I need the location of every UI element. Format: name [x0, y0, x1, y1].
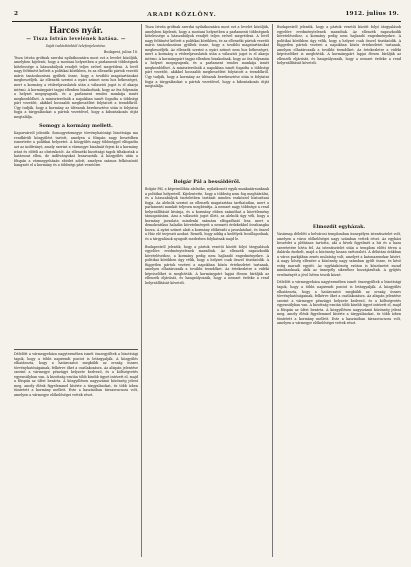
article-body: Budapestről jelentik, hogy a pártok vezetői között folyó tárgyalások egyelőre eredménytelenek maradtak. Az ellenzék ragaszkodik követeléseihez, a kormány pedig nem hajlandó engedményekre. A politikai körökben úgy vélik, hogy a helyzet csak ősszel tisztázódik. A független pártok vezérei a napokban közös értekezletet tartanak, amelyen elhatározzák a további teendőket. Az értekezletre a vidéki képviselőket is meghívták. A kormánypárt lapjai élesen bírálják az ellenzék eljárását, és hangsúlyozzák, hogy a nemzet érdeke a rend helyreállítását követeli. [145, 244, 269, 285]
column-1-bottom [14, 352, 138, 558]
article-body: Délelőtt a vármegyeháza nagytermében ismét összegyűltek a bizottsági tagok, hogy a többi napirendi pontot is letárgyalják. A közgyűlés elhatározta, hogy a határozatot megküldi az ország összes törvényhatóságainak, felkérve őket a csatlakozásra. Az alispán jelentése szerint a vármegye pénzügyi helyzete kedvező, és a költségvetés egyensúlyban van. A bizottság ezután több kisebb ügyet intézett el, majd a főispán az ülést bezárta. A közgyűlésen nagyszámú közönség jelent meg, amely élénk figyelemmel kísérte a tárgyalásokat, és több ízben tüntetett a kormány mellett. Este a kaszinóban társasvacsora volt, amelyen a vármegye előkelőségei vettek részt. [277, 280, 401, 326]
section-title: Elmozdít egyházak. [312, 224, 366, 230]
column-divider [272, 24, 273, 557]
column-1-top [14, 25, 138, 275]
article-body: Bolgár Pál, a képviselőház alelnöke, nyilatkozott egyik munkatársunknak a politikai helyzetről. Kijelentette, hogy a többség nem fog meghátrálni, és a házszabályok tiszteletben tartását minden eszközzel biztosítani fogja. Az alelnök szerint az ellenzék magatartása tarthatatlan, mert a parlamenti munkát teljesen megbénítja. A nemzet nagy többsége a rend helyreállítását kívánja, és a kormány ebben számíthat a közvélemény támogatására. Ami a választói jogot illeti, az alelnök úgy véli, hogy a kormány javaslata mindenki számára elfogadható lesz, mert a demokratikus haladás követelményeit a nemzeti érdekekkel összhangba hozza. A nyári szünet alatt a kormány előkészíti a javaslatokat, és ősszel a Ház elé terjeszti azokat. Reméli, hogy addig a kedélyek lecsillapodnak, és a tárgyalások nyugodt mederben folyhatnak majd le. [145, 187, 269, 242]
header-rule [12, 21, 401, 22]
article-byline: Saját tudósítónktól telefonjelentése. [45, 43, 107, 48]
article-subhead: — Tisza István levelének hatása. — [26, 37, 126, 42]
article-body: Budapestről jelentik, hogy a pártok vezetői között folyó tárgyalások egyelőre eredménytelenek maradtak. Az ellenzék ragaszkodik követeléseihez, a kormány pedig nem hajlandó engedményekre. A politikai körökben úgy vélik, hogy a helyzet csak ősszel tisztázódik. A független pártok vezérei a napokban közös értekezletet tartanak, amelyen elhatározzák a további teendőket. Az értekezletre a vidéki képviselőket is meghívták. A kormánypárt lapjai élesen bírálják az ellenzék eljárását, és hangsúlyozzák, hogy a nemzet érdeke a rend helyreállítását követeli. [277, 25, 401, 66]
section-rule [14, 349, 138, 350]
page-number: 2 [14, 11, 19, 17]
article-dateline: Budapest, julius 18. [103, 50, 138, 55]
section-title: Somogy a kormány mellett. [39, 123, 113, 130]
article-body: Kaposvárról jelentik: Somogyvármegye törvényhatósági bizottsága ma rendkívüli közgyűlést tartott, amelyen a főispán nagy beszédben ismertette a politikai helyzetet. A közgyűlés nagy többséggel elfogadta azt az indítványt, amely szerint a vármegye bizalmát fejezi ki a kormány iránt és elítéli az obstrukciót. Az ellenzéki bizottsági tagok tiltakoztak a határozat ellen, de indítványukat leszavazták. A közgyűlés után a főispán a vármegyeházán ebédet adott, amelyen számos felköszöntő hangzott el a kormány és a többségi párt vezetőire. [14, 131, 138, 168]
column-2 [145, 25, 269, 555]
article-body: Tisza István grófnak szerdai nyilatkozatára most ezt a levelet közöljük, amelyben kijelenti, hogy a mostani helyzetben a parlamenti többségnek kötelessége a házszabályok rendjét teljes erővel megvédeni. A levél nagy feltűnést keltett a politikai körökben, és az ellenzéki pártok vezetői máris tanácskozásra gyűltek össze, hogy a további magatartásukat megbeszéljék. Az ellenzék szerint a nyári szünet nem hoz békességet, mert a kormány a véderőjavaslatok után a választói jogot is el akarja intézni. A kormánypárt tagjai ellenben bizakodnak, hogy az ősz folyamán a helyzet megnyugszik, és a parlament rendes munkája ismét megkezdődhet. A miniszterelnök a napokban ismét fogadta a többségi párt vezetőit, akikkel hosszabb megbeszélést folytatott a teendőkről. Úgy tudják, hogy a kormány az ülésszak berekesztése után is folytatni fogja a tárgyalásokat a pártok vezetőivel, hogy a kibontakozás útját megtalálja. [145, 25, 269, 89]
article-headline: Harcos nyár. [49, 25, 103, 36]
column-divider [141, 24, 142, 557]
article-body: Délelőtt a vármegyeháza nagytermében ismét összegyűltek a bizottsági tagok, hogy a többi napirendi pontot is letárgyalják. A közgyűlés elhatározta, hogy a határozatot megküldi az ország összes törvényhatóságainak, felkérve őket a csatlakozásra. Az alispán jelentése szerint a vármegye pénzügyi helyzete kedvező, és a költségvetés egyensúlyban van. A bizottság ezután több kisebb ügyet intézett el, majd a főispán az ülést bezárta. A közgyűlésen nagyszámú közönség jelent meg, amely élénk figyelemmel kísérte a tárgyalásokat, és több ízben tüntetett a kormány mellett. Este a kaszinóban társasvacsora volt, amelyen a vármegye előkelőségei vettek részt. [14, 352, 138, 397]
article-body: Vasárnap délelőtt a belvárosi templomban ünnepélyes istentisztelet volt, amelyen a város előkelőségei nagy számban vettek részt. Az egyházi beszédet a plébános tartotta, aki a hívek figyelmét a hit és a haza szeretetére hívta fel. Az istentisztelet után a templom előtti téren a dalárda énekelt, majd a közönség lassan szétoszlott. A délutáni órákban a város parkjában zenés mulatság volt, amelyet a katonazenekar kísért. A nagy hőség ellenére a közönség nagy számban gyűlt össze, és késő estig maradt együtt. Az egyházközség ezúton is köszönetet mond mindazoknak, akik az ünnepély sikeréhez hozzájárultak. A gyűjtés eredményét a jövő héten teszik közzé. [277, 232, 401, 277]
section-title: Bolgár Pál a bessáldéről. [173, 179, 241, 185]
issue-date: 1912. julius 19. [345, 11, 399, 17]
column-3 [277, 25, 401, 555]
paper-title: ARADI KÖZLÖNY. [147, 10, 217, 18]
article-body: Tisza István grófnak szerdai nyilatkozatára most ezt a levelet közöljük, amelyben kijelenti, hogy a mostani helyzetben a parlamenti többségnek kötelessége a házszabályok rendjét teljes erővel megvédeni. A levél nagy feltűnést keltett a politikai körökben, és az ellenzéki pártok vezetői máris tanácskozásra gyűltek össze, hogy a további magatartásukat megbeszéljék. Az ellenzék szerint a nyári szünet nem hoz békességet, mert a kormány a véderőjavaslatok után a választói jogot is el akarja intézni. A kormánypárt tagjai ellenben bizakodnak, hogy az ősz folyamán a helyzet megnyugszik, és a parlament rendes munkája ismét megkezdődhet. A miniszterelnök a napokban ismét fogadta a többségi párt vezetőit, akikkel hosszabb megbeszélést folytatott a teendőkről. Úgy tudják, hogy a kormány az ülésszak berekesztése után is folytatni fogja a tárgyalásokat a pártok vezetőivel, hogy a kibontakozás útját megtalálja. [14, 55, 138, 119]
page-header [14, 8, 399, 20]
